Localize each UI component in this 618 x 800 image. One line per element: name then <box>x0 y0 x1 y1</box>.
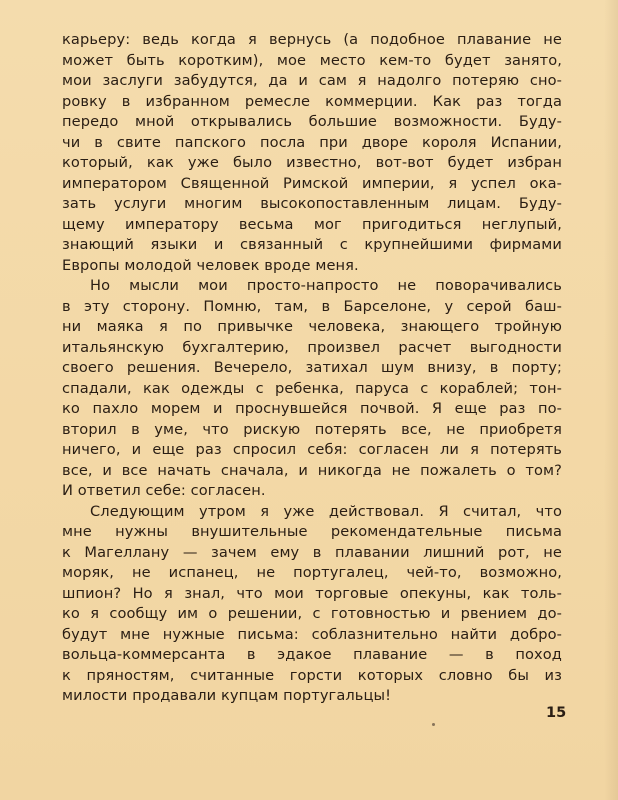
text-line: карьеру: ведь когда я вернусь (а подобное плавание не <box>62 31 562 48</box>
page-edge-shadow <box>604 0 618 800</box>
text-line: вторил в уме, что рискую потерять все, не приобретя <box>62 420 562 438</box>
text-line: передо мной открывались большие возможности. Буду- <box>62 113 562 130</box>
text-line: к Магеллану — зачем ему в плавании лишний рот, не <box>62 543 562 561</box>
text-line: к пряностям, считанные горсти которых словно бы из <box>62 666 562 684</box>
page-number: 15 <box>546 705 567 721</box>
page-text <box>62 30 562 707</box>
text-line: ко пахло морем и проснувшейся почвой. Я еще раз по- <box>62 400 562 417</box>
text-line: все, и все начать сначала, и никогда не пожалеть о том? <box>62 461 562 479</box>
text-line: мои заслуги забудутся, да и сам я надолго потеряю сно- <box>62 72 562 89</box>
text-line: чи в свите папского посла при дворе короля Испании, <box>62 133 562 151</box>
text-line: моряк, не испанец, не португалец, чей-то, возможно, <box>62 564 562 581</box>
text-line: может быть коротким), мое место кем-то будет занято, <box>62 51 562 69</box>
text-line: ко я сообщу им о решении, с готовностью и рвением до- <box>62 605 562 622</box>
text-line: ничего, и еще раз спросил себя: согласен ли я потерять <box>62 441 562 458</box>
text-line: шпион? Но я знал, что мои торговые опекуны, как толь- <box>62 584 562 602</box>
text-line: щему императору весьма мог пригодиться неглупый, <box>62 215 562 233</box>
text-line: вольца-коммерсанта в эдакое плавание — в поход <box>62 646 562 663</box>
text-line: ровку в избранном ремесле коммерции. Как раз тогда <box>62 92 562 110</box>
print-speck <box>432 723 435 726</box>
text-line: И ответил себе: согласен. <box>62 482 266 499</box>
text-line: императором Священной Римской империи, я успел ока- <box>62 174 562 192</box>
text-line: милости продавали купцам португальцы! <box>62 687 392 704</box>
text-line: своего решения. Вечерело, затихал шум внизу, в порту; <box>62 359 562 376</box>
text-line: зать услуги многим высокопоставленным лицам. Буду- <box>62 195 562 212</box>
text-line: ни маяка я по привычке человека, знающего тройную <box>62 318 562 335</box>
text-line: знающий языки и связанный с крупнейшими фирмами <box>62 236 562 253</box>
text-line: итальянскую бухгалтерию, произвел расчет выгодности <box>62 338 562 356</box>
text-line: в эту сторону. Помню, там, в Барселоне, у серой баш- <box>62 297 562 315</box>
text-line: Но мысли мои просто-напросто не поворачивались <box>90 277 562 294</box>
text-line: будут мне нужные письма: соблазнительно найти добро- <box>62 625 562 643</box>
text-line: мне нужны внушительные рекомендательные письма <box>62 523 562 540</box>
text-line: Следующим утром я уже действовал. Я считал, что <box>90 502 562 520</box>
text-line: спадали, как одежды с ребенка, паруса с кораблей; тон- <box>62 379 562 397</box>
text-line: Европы молодой человек вроде меня. <box>62 256 359 274</box>
text-line: который, как уже было известно, вот-вот будет избран <box>62 154 562 171</box>
